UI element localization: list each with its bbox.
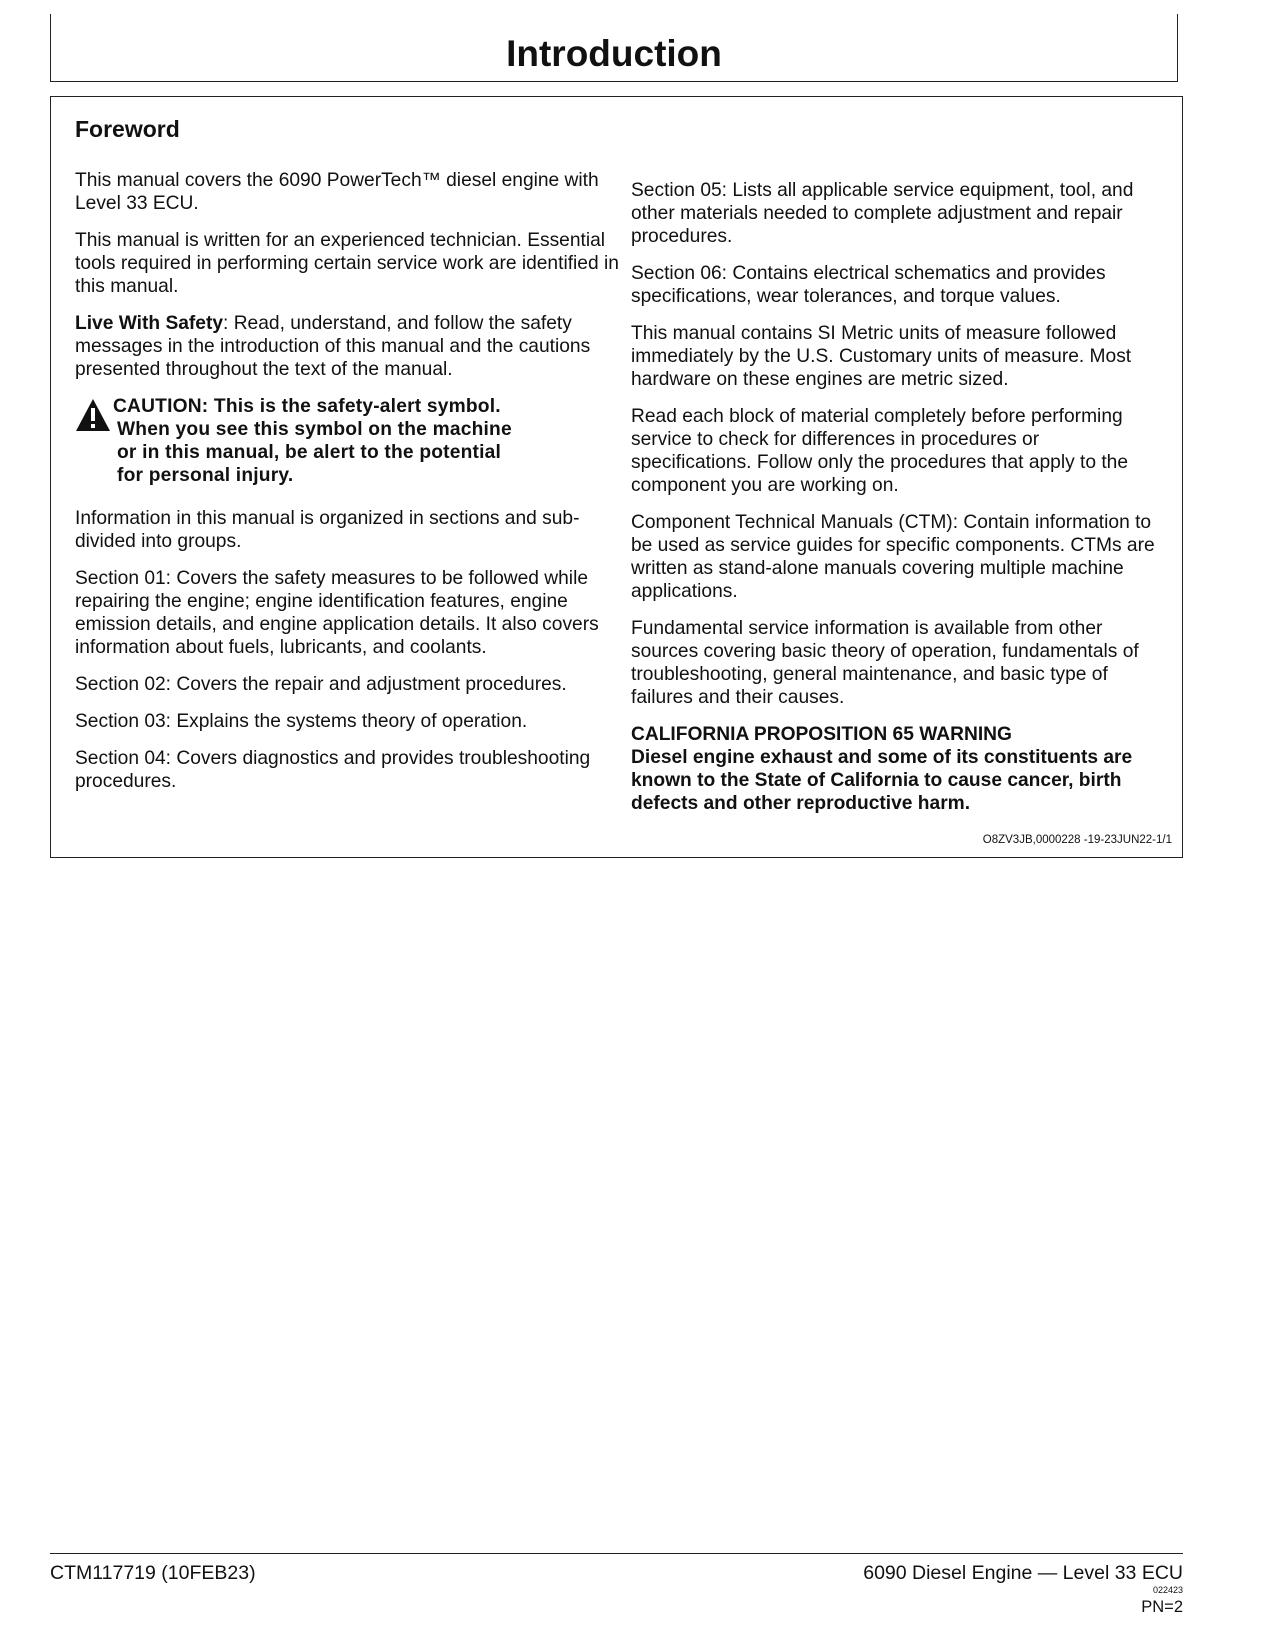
caution-block (75, 395, 620, 487)
foreword-box (50, 96, 1183, 858)
paragraph: Fundamental service information is available from other sources covering basic theory of operation, fundamentals of troubleshooting, general maintenance, and basic type of failures and their causes. (631, 618, 1139, 708)
paragraph: Section 02: Covers the repair and adjustment procedures. (75, 674, 567, 695)
caution-line: CAUTION: This is the safety-alert symbol. (113, 396, 501, 417)
right-column (631, 179, 1161, 815)
paragraph: Section 04: Covers diagnostics and provides troubleshooting procedures. (75, 748, 591, 792)
section-heading: Foreword (75, 116, 180, 142)
live-with-safety-text: : Read, understand, and follow the safety messages in the introduction of this manual and the cautions presented throughout the text of the manual. (75, 313, 591, 380)
footer-manual-title: 6090 Diesel Engine — Level 33 ECU (863, 1562, 1183, 1584)
paragraph: Information in this manual is organized in sections and sub-divided into groups. (75, 508, 580, 552)
footer-manual-number: CTM117719 (10FEB23) (50, 1562, 256, 1584)
live-with-safety-paragraph (75, 312, 620, 381)
prop65-warning-text: Diesel engine exhaust and some of its constituents are known to the State of California to cause cancer, birth defects and other reproductive harm. (631, 747, 1133, 814)
document-id: O8ZV3JB,0000228 -19-23JUN22-1/1 (982, 834, 1172, 846)
paragraph: Section 06: Contains electrical schematics and provides specifications, wear tolerances, and torque values. (631, 263, 1106, 307)
page-title: Introduction (506, 33, 722, 74)
footer-divider (50, 1553, 1183, 1554)
paragraph: Section 05: Lists all applicable service equipment, tool, and other materials needed to complete adjustment and repair procedures. (631, 180, 1134, 247)
paragraph: Component Technical Manuals (CTM): Contain information to be used as service guides for specific components. CTMs are written as stand-alone manuals covering multiple machine applications. (631, 512, 1155, 602)
caution-line: When you see this symbol on the machine (117, 419, 512, 440)
paragraph: This manual is written for an experienced technician. Essential tools required in performing certain service work are identified in this manual. (75, 230, 619, 297)
page-header (50, 14, 1178, 82)
paragraph: This manual contains SI Metric units of measure followed immediately by the U.S. Customary units of measure. Most hardware on these engines are metric sized. (631, 323, 1132, 390)
footer-code: 022423 (1152, 1585, 1183, 1595)
prop65-warning-title: CALIFORNIA PROPOSITION 65 WARNING (631, 724, 1012, 745)
live-with-safety-label: Live With Safety (75, 313, 224, 334)
paragraph: This manual covers the 6090 PowerTech™ diesel engine with Level 33 ECU. (75, 170, 599, 214)
left-column (75, 169, 620, 807)
caution-line: for personal injury. (117, 465, 294, 486)
caution-line: or in this manual, be alert to the potential (117, 442, 502, 463)
paragraph: Section 01: Covers the safety measures to be followed while repairing the engine; engine identification features, engine emission details, and engine application details. It also covers information about fuels, lubricants, and coolants. (75, 568, 599, 658)
paragraph: Read each block of material completely before performing service to check for differences in procedures or specifications. Follow only the procedures that apply to the component you are working on. (631, 406, 1129, 496)
page-number: PN=2 (1141, 1598, 1183, 1616)
paragraph: Section 03: Explains the systems theory of operation. (75, 711, 528, 732)
safety-alert-icon (75, 398, 111, 432)
